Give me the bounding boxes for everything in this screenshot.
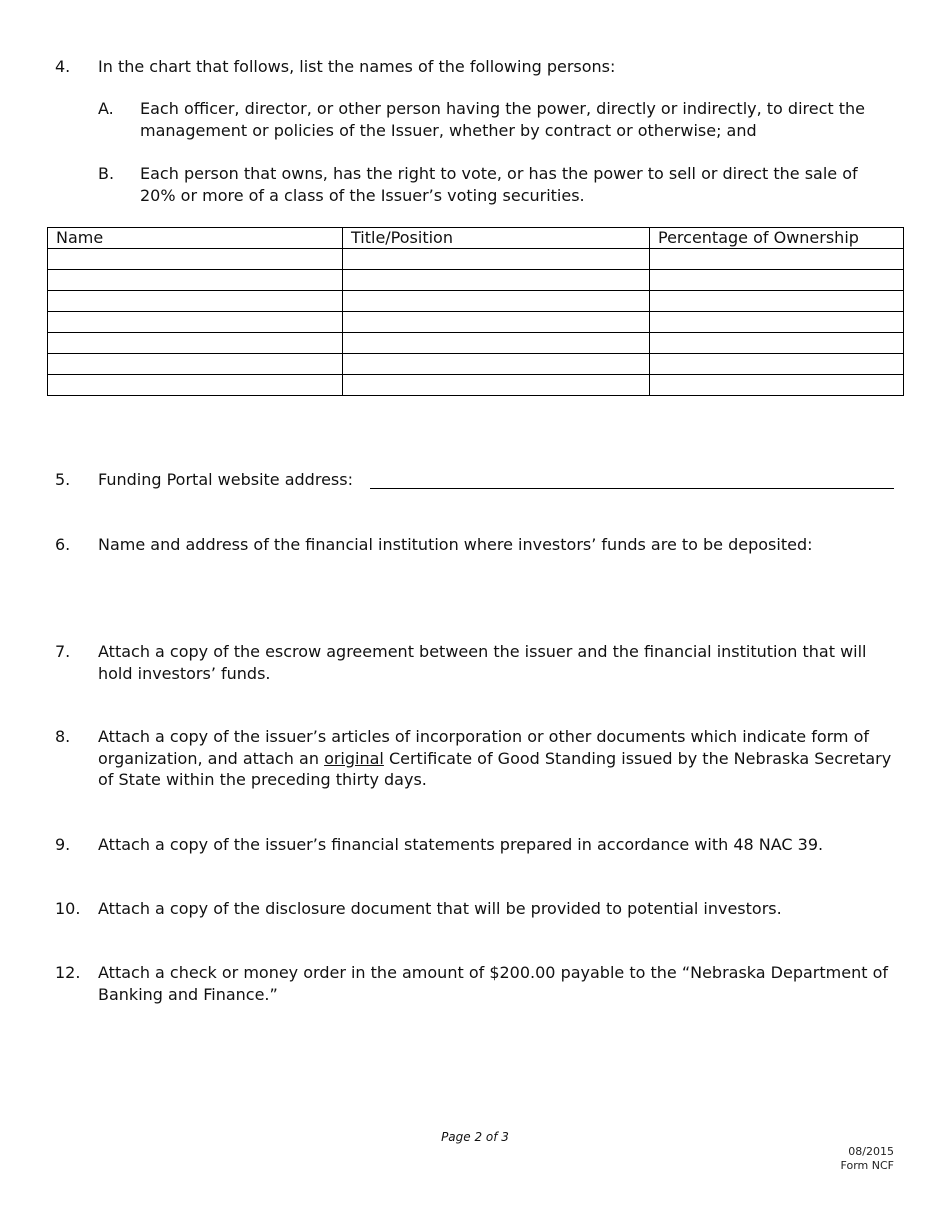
item-8-text-after: Certificate of Good Standing issued by the Nebraska Secretary of State within the preceding thirty days. — [98, 748, 892, 789]
page-number: Page 2 of 3 — [441, 1130, 509, 1144]
percentage-cell[interactable] — [650, 312, 904, 333]
item-6-text: Name and address of the financial institution where investors’ funds are to be deposited: — [98, 535, 813, 554]
percentage-cell[interactable] — [650, 354, 904, 375]
sub-a-label: A. — [98, 99, 114, 118]
name-cell[interactable] — [48, 312, 343, 333]
title-cell[interactable] — [343, 312, 650, 333]
header-title-position: Title/Position — [343, 228, 650, 249]
table-header-row — [48, 228, 904, 249]
item-7-text: Attach a copy of the escrow agreement between the issuer and the financial institution that will hold investors’ funds. — [98, 642, 867, 683]
title-cell[interactable] — [343, 270, 650, 291]
item-7-number: 7. — [55, 642, 71, 661]
title-cell[interactable] — [343, 333, 650, 354]
percentage-cell[interactable] — [650, 270, 904, 291]
header-name: Name — [48, 228, 343, 249]
title-cell[interactable] — [343, 354, 650, 375]
table-row — [48, 333, 904, 354]
form-revision — [841, 1145, 894, 1173]
item-8-text-before: Attach a copy of the issuer’s articles of incorporation or other documents which indicate form of organization, and attach an — [98, 727, 870, 768]
item-5-text: Funding Portal website address: — [98, 470, 353, 489]
item-8-text — [98, 726, 895, 791]
item-9-number: 9. — [55, 835, 71, 854]
sub-b-label: B. — [98, 164, 115, 183]
name-cell[interactable] — [48, 249, 343, 270]
item-8-number: 8. — [55, 727, 71, 746]
item-5-number: 5. — [55, 470, 71, 489]
item-8-original-emphasis: original — [324, 748, 384, 768]
name-cell[interactable] — [48, 270, 343, 291]
table-row — [48, 312, 904, 333]
name-cell[interactable] — [48, 375, 343, 396]
table-row — [48, 249, 904, 270]
revision-date: 08/2015 — [848, 1145, 894, 1158]
name-cell[interactable] — [48, 333, 343, 354]
table-row — [48, 375, 904, 396]
percentage-cell[interactable] — [650, 333, 904, 354]
name-cell[interactable] — [48, 354, 343, 375]
percentage-cell[interactable] — [650, 375, 904, 396]
item-10-number: 10. — [55, 899, 81, 918]
title-cell[interactable] — [343, 249, 650, 270]
item-4-text: In the chart that follows, list the names of the following persons: — [98, 57, 616, 76]
title-cell[interactable] — [343, 291, 650, 312]
funding-portal-url-field[interactable] — [370, 488, 894, 489]
item-12-text: Attach a check or money order in the amount of $200.00 payable to the “Nebraska Department of Banking and Finance.” — [98, 963, 889, 1004]
title-cell[interactable] — [343, 375, 650, 396]
item-9-text: Attach a copy of the issuer’s financial statements prepared in accordance with 48 NAC 39. — [98, 835, 824, 854]
item-12-number: 12. — [55, 963, 81, 982]
item-5-field-wrap — [0, 469, 950, 491]
percentage-cell[interactable] — [650, 291, 904, 312]
table-row — [48, 354, 904, 375]
item-10-text: Attach a copy of the disclosure document that will be provided to potential investors. — [98, 899, 782, 918]
sub-b-text: Each person that owns, has the right to vote, or has the power to sell or direct the sale of 20% or more of a class of the Issuer’s voting securities. — [140, 164, 858, 205]
item-6-number: 6. — [55, 535, 71, 554]
name-cell[interactable] — [48, 291, 343, 312]
header-percentage-ownership: Percentage of Ownership — [650, 228, 904, 249]
percentage-cell[interactable] — [650, 249, 904, 270]
ownership-table — [47, 227, 904, 396]
item-4-number: 4. — [55, 57, 71, 76]
table-row — [48, 270, 904, 291]
form-id: Form NCF — [840, 1159, 894, 1172]
table-row — [48, 291, 904, 312]
sub-a-text: Each officer, director, or other person having the power, directly or indirectly, to direct the management or policies of the Issuer, whether by contract or otherwise; and — [140, 99, 866, 140]
